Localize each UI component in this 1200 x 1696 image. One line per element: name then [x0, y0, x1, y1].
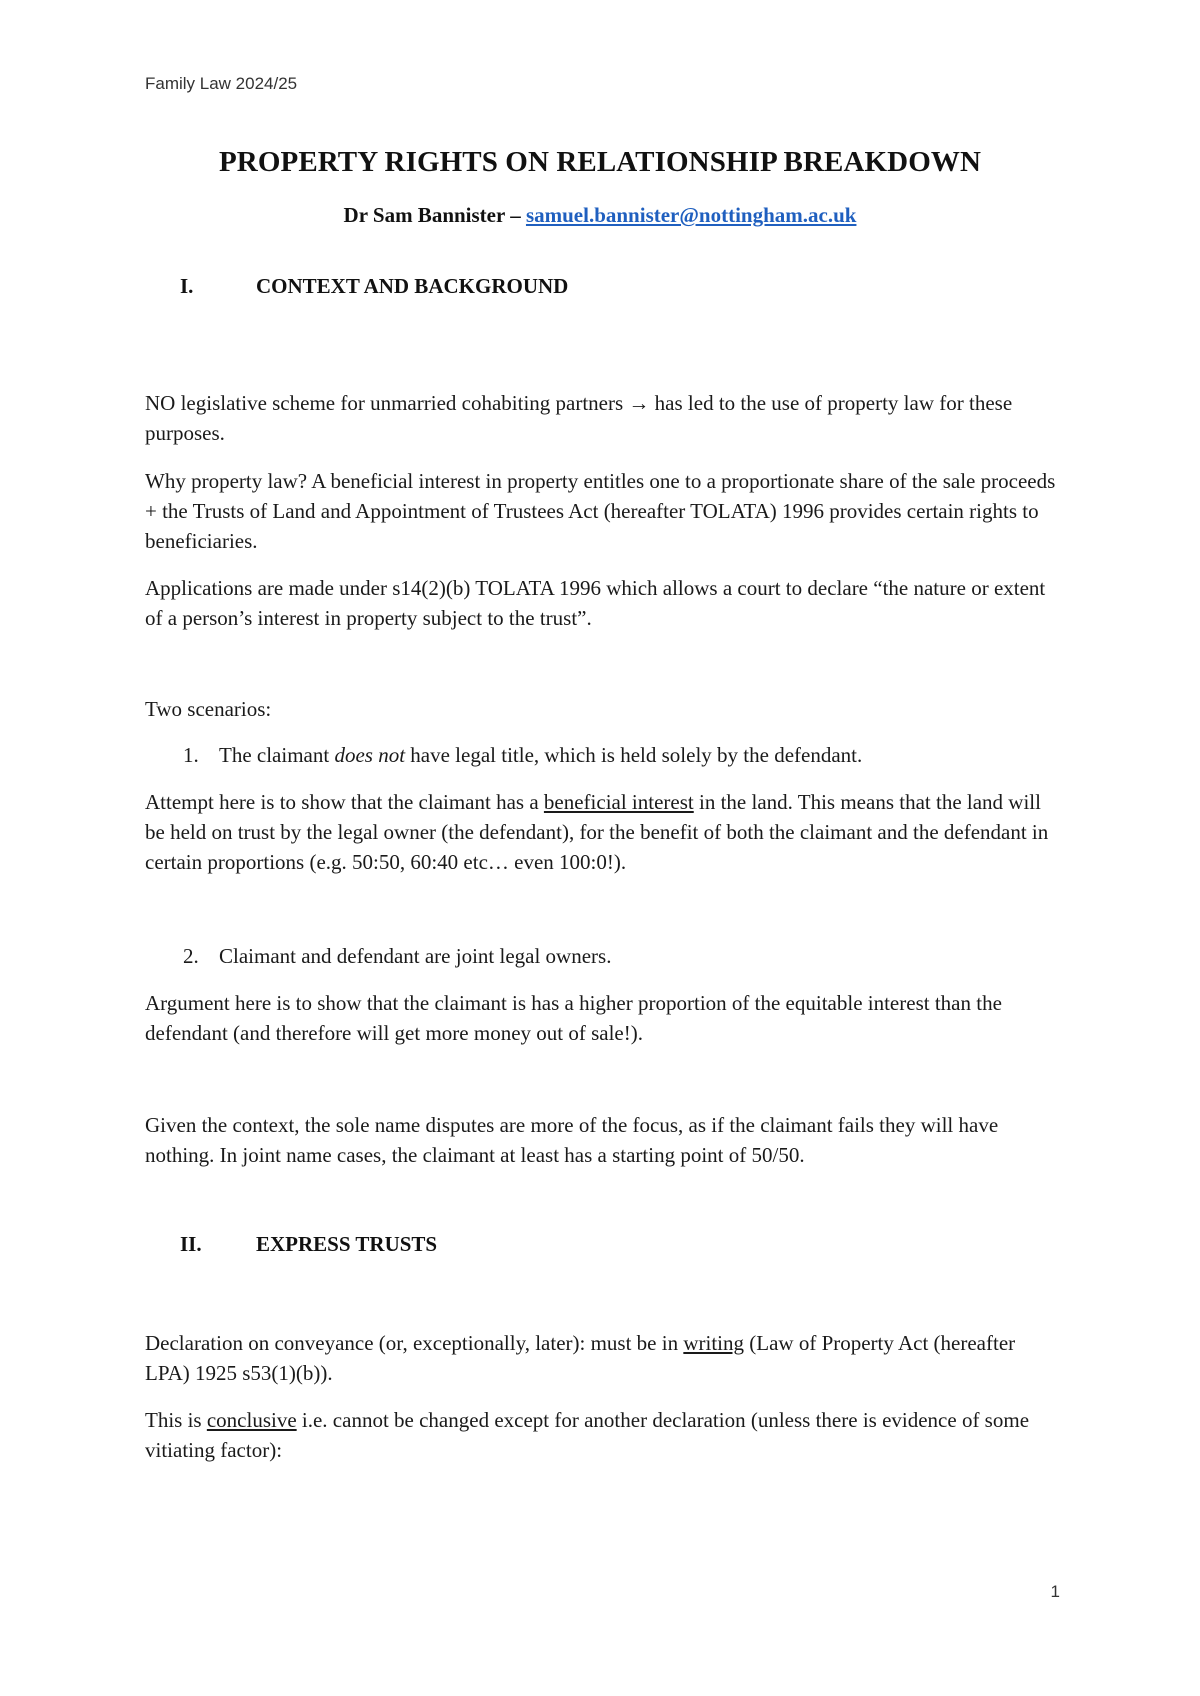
author-separator: –	[504, 203, 526, 227]
paragraph-conclusive	[145, 1405, 1065, 1465]
paragraph-text: Attempt here is to show that the claimant has a	[145, 790, 544, 814]
underlined-writing: writing	[683, 1331, 745, 1355]
paragraph-text: in the land. This means that the land will be held on trust by the legal owner (the defendant), for the benefit of both the claimant and the defendant in certain proportions (e.g. 50:50, 60:40 etc… even 100:0!).	[145, 790, 1049, 874]
paragraph-context-conclusion: Given the context, the sole name disputes are more of the focus, as if the claimant fails they will have nothing. In joint name cases, the claimant at least has a starting point of 50/50.	[145, 1113, 999, 1167]
paragraph-two-scenarios: Two scenarios:	[145, 697, 272, 721]
paragraph-applications: Applications are made under s14(2)(b) TOLATA 1996 which allows a court to declare “the nature or extent of a person’s interest in property subject to the trust”.	[145, 576, 1046, 630]
paragraph-scenario-1-explanation	[145, 787, 1065, 877]
paragraph-text: This is	[145, 1408, 207, 1432]
author-name: Dr Sam Bannister	[343, 203, 505, 227]
paragraph-text: Declaration on conveyance (or, exceptionally, later): must be in	[145, 1331, 684, 1355]
paragraph-declaration-on-conveyance	[145, 1328, 1065, 1388]
list-text: Claimant and defendant are joint legal owners.	[219, 944, 612, 968]
list-item-scenario-1	[183, 740, 1063, 770]
paragraph-no-legislative-scheme: NO legislative scheme for unmarried cohabiting partners → has led to the use of property law for these purposes.	[145, 391, 1013, 445]
list-text: The claimant	[219, 743, 335, 767]
list-item-scenario-2	[183, 941, 1063, 971]
list-text: have legal title, which is held solely by the defendant.	[405, 743, 863, 767]
list-number: 2.	[183, 944, 199, 968]
underlined-conclusive: conclusive	[206, 1408, 297, 1432]
section-number: I.	[180, 274, 194, 298]
running-header: Family Law 2024/25	[145, 74, 298, 93]
page-number: 1	[1050, 1582, 1060, 1601]
section-title: EXPRESS TRUSTS	[256, 1232, 438, 1256]
section-heading-context	[180, 274, 568, 299]
section-number: II.	[180, 1232, 202, 1256]
paragraph-text: (Law of Property Act (hereafter LPA) 1925 s53(1)(b)).	[145, 1331, 1016, 1385]
section-heading-express-trusts	[180, 1232, 437, 1257]
underlined-beneficial-interest: beneficial interest	[543, 790, 694, 814]
paragraph-why-property-law: Why property law? A beneficial interest in property entitles one to a proportionate share of the sale proceeds + the Trusts of Land and Appointment of Trustees Act (hereafter TOLATA) 1996 provides certain rights to beneficiaries.	[145, 469, 1056, 553]
author-line	[0, 203, 1200, 228]
paragraph-scenario-2-explanation: Argument here is to show that the claimant is has a higher proportion of the equitable interest than the defendant (and therefore will get more money out of sale!).	[145, 991, 1002, 1045]
section-title: CONTEXT AND BACKGROUND	[256, 274, 569, 298]
emphasis-does-not: does not	[334, 743, 406, 767]
author-email-link[interactable]: samuel.bannister@nottingham.ac.uk	[525, 203, 857, 227]
paragraph-text: i.e. cannot be changed except for another declaration (unless there is evidence of some vitiating factor):	[145, 1408, 1030, 1462]
list-number: 1.	[183, 743, 199, 767]
document-title: PROPERTY RIGHTS ON RELATIONSHIP BREAKDOWN	[218, 146, 982, 178]
